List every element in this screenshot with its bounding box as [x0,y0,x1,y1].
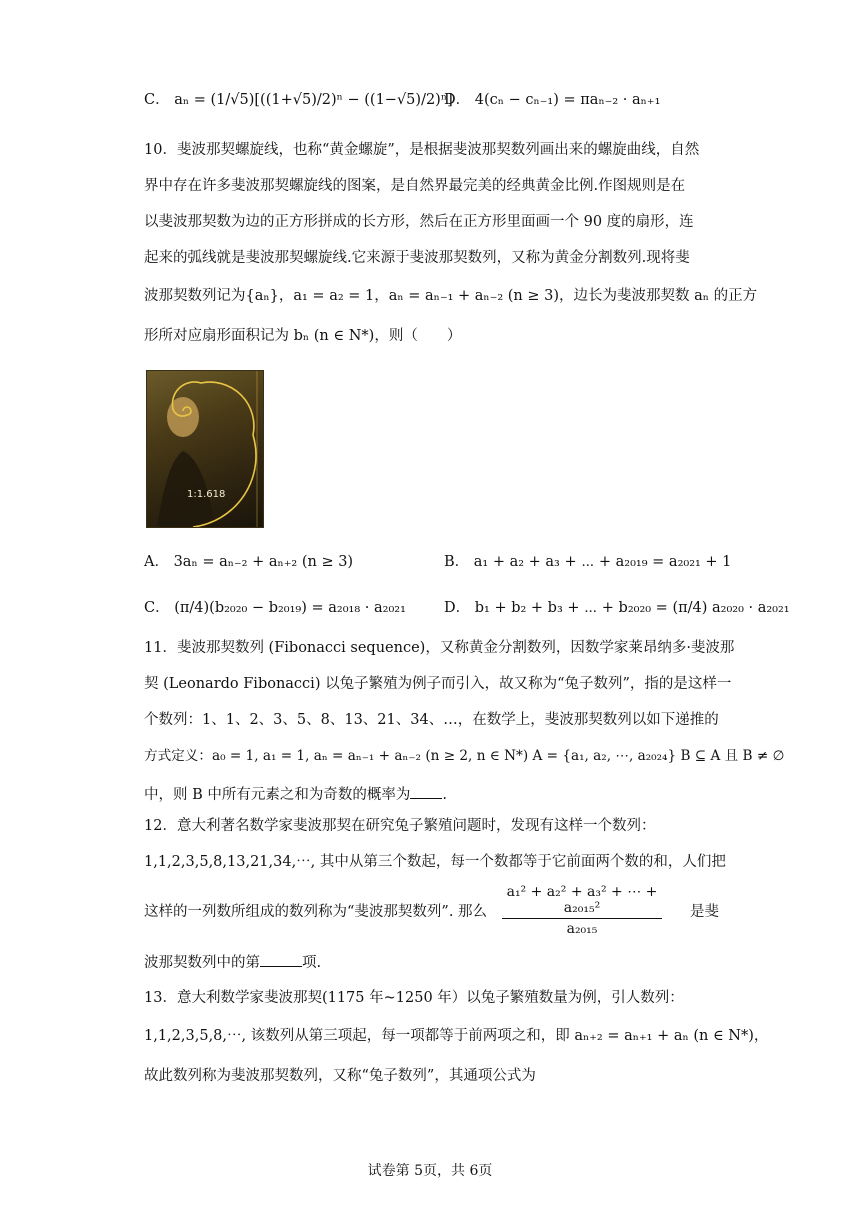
q11-line-2: 契 (Leonardo Fibonacci) 以兔子繁殖为例子而引入，故又称为“兔子数列”，指的是这样一 [144,676,732,692]
q11-line-1: 11．斐波那契数列 (Fibonacci sequence)，又称黄金分割数列，因数学家莱昂纳多·斐波那 [144,640,735,656]
q10-line-1: 10．斐波那契螺旋线，也称“黄金螺旋”，是根据斐波那契数列画出来的螺旋曲线，自然 [144,142,700,158]
q11-line-4: 方式定义：a₀ = 1, a₁ = 1, aₙ = aₙ₋₁ + aₙ₋₂ (n ≥ 2, n ∈ N*) A = {a₁, a₂, ⋯, a₂₀₂₄} B ⊆ A 且 B ≠ ∅ [144,748,785,764]
q10-option-a: A． 3aₙ = aₙ₋₂ + aₙ₊₂ (n ≥ 3) [144,554,354,570]
golden-spiral-icon [147,371,263,527]
q10-line-2: 界中存在许多斐波那契螺旋线的图案，是自然界最完美的经典黄金比例.作图规则是在 [144,178,686,194]
q12-last-line-b: 项. [302,955,322,971]
q12-answer-blank [260,952,302,967]
q12-last-line-a: 波那契数列中的第 [144,955,260,971]
page-footer: 试卷第 5页，共 6页 [367,1163,493,1179]
q13-line-3: 故此数列称为斐波那契数列，又称“兔子数列”，其通项公式为 [144,1068,536,1084]
q11-line-5-text: 中，则 B 中所有元素之和为奇数的概率为 [144,787,411,803]
q9-option-c: C． aₙ = (1/√5)[((1+√5)/2)ⁿ − ((1−√5)/2)ⁿ] [144,92,453,108]
q12-after-fraction: 是斐 [690,904,719,920]
q10-line-5: 波那契数列记为{aₙ}，a₁ = a₂ = 1，aₙ = aₙ₋₁ + aₙ₋₂ (n ≥ 3)，边长为斐波那契数 aₙ 的正方 [144,288,758,304]
q12-line-1: 12．意大利著名数学家斐波那契在研究兔子繁殖问题时，发现有这样一个数列： [144,818,656,834]
q10-option-b: B． a₁ + a₂ + a₃ + ⋯ + a₂₀₁₉ = a₂₀₂₁ + 1 [444,554,732,570]
q12-line-2: 1,1,2,3,5,8,13,21,34,⋯, 其中从第三个数起，每一个数都等于它前面两个数的和，人们把 [144,854,726,870]
q13-line-1: 13．意大利数学家斐波那契(1175 年~1250 年）以兔子繁殖数量为例，引人数列： [144,990,684,1006]
mona-lisa-golden-spiral-image [146,370,264,528]
q10-line-6: 形所对应扇形面积记为 bₙ (n ∈ N*)，则（ ） [144,328,462,344]
golden-ratio-label: 1:1.618 [187,489,226,500]
q12-fraction-numerator: a₁² + a₂² + a₃² + ⋯ + a₂₀₁₅² [502,884,662,919]
q11-answer-blank [410,784,442,799]
q10-option-c: C． (π/4)(b₂₀₂₀ − b₂₀₁₉) = a₂₀₁₈ · a₂₀₂₁ [144,600,406,616]
q11-line-3: 个数列：1、1、2、3、5、8、13、21、34、…，在数学上，斐波那契数列以如下递推的 [144,712,719,728]
q12-line-3: 这样的一列数所组成的数列称为“斐波那契数列”. 那么 [144,904,488,920]
q11-line-5 [144,784,447,805]
q12-fraction [502,884,662,937]
q9-option-d: D． 4(cₙ − cₙ₋₁) = πaₙ₋₂ · aₙ₊₁ [444,92,661,108]
q10-line-3: 以斐波那契数为边的正方形拼成的长方形，然后在正方形里面画一个 90 度的扇形，连 [144,214,694,230]
q10-option-d: D． b₁ + b₂ + b₃ + ⋯ + b₂₀₂₀ = (π/4) a₂₀₂₀ · a₂₀₂₁ [444,600,790,616]
q12-line-4 [144,952,321,973]
q13-line-2: 1,1,2,3,5,8,⋯, 该数列从第三项起，每一项都等于前两项之和，即 aₙ₊₂ = aₙ₊₁ + aₙ (n ∈ N*)， [144,1028,769,1044]
q11-end-mark: . [442,787,447,803]
q12-fraction-denominator: a₂₀₁₅ [566,921,598,937]
q10-line-4: 起来的弧线就是斐波那契螺旋线.它来源于斐波那契数列，又称为黄金分割数列.现将斐 [144,250,690,266]
